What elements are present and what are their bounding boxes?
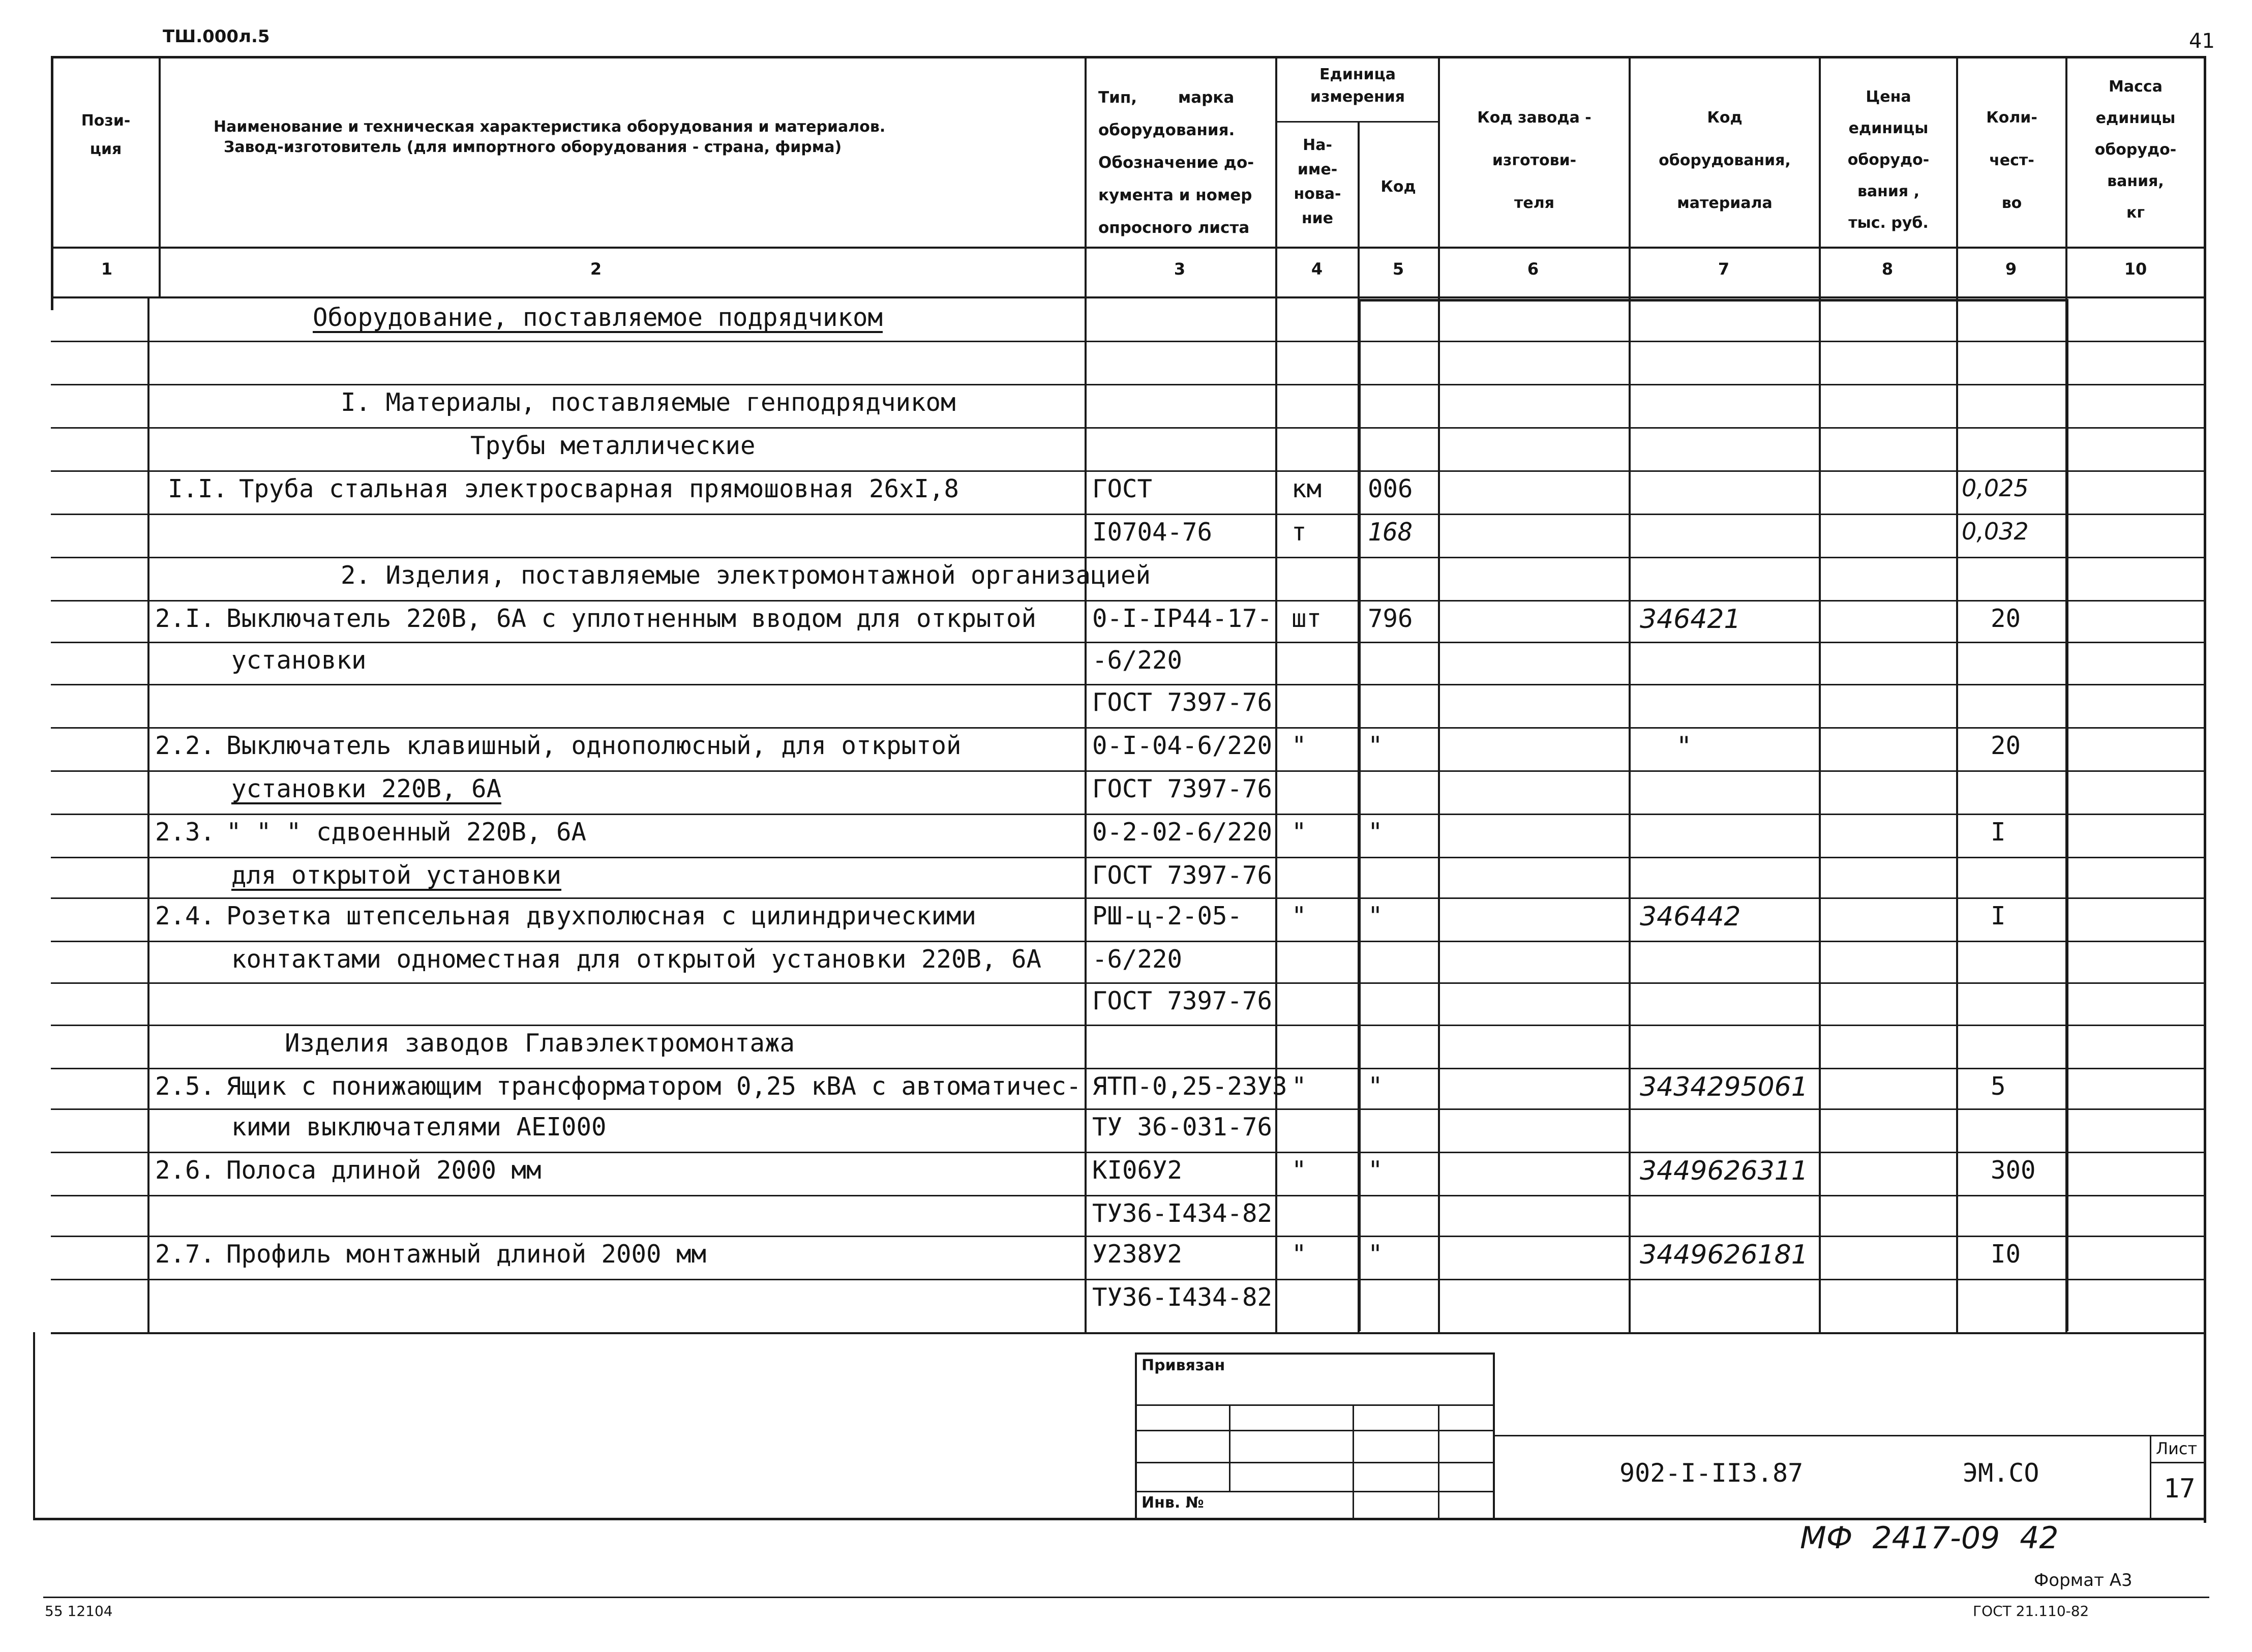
row-position: 2.3.: [155, 818, 216, 847]
row-unit-code: ": [1368, 1240, 1383, 1269]
row-unit: ": [1292, 1156, 1307, 1185]
row-type: ТУ36-I434-82: [1092, 1199, 1273, 1228]
row-type: ГОСТ 7397-76: [1092, 986, 1273, 1015]
row-name: Оборудование, поставляемое подрядчиком: [313, 303, 883, 332]
handwritten-archive-number: МФ 2417-09 42: [1800, 1520, 2059, 1556]
row-position: 2.6.: [155, 1156, 216, 1185]
row-position: 2.4.: [155, 902, 216, 930]
row-quantity: I: [1991, 902, 2006, 930]
column-number: 8: [1881, 259, 1894, 279]
row-unit: ": [1292, 731, 1307, 760]
row-quantity: 20: [1991, 731, 2021, 760]
row-type: КI06У2: [1092, 1156, 1183, 1185]
row-quantity: 300: [1991, 1156, 2036, 1185]
row-name: Ящик с понижающим трансформатором 0,25 кВА с автоматичес-: [226, 1072, 1082, 1101]
document-number: 902-I-II3.87: [1619, 1458, 1804, 1488]
row-type: I0704-76: [1092, 518, 1213, 547]
header-unit-name: На- име- нова- ние: [1294, 136, 1341, 227]
row-unit: км: [1292, 474, 1322, 503]
row-quantity: I: [1991, 818, 2006, 847]
row-equipment-code: 3449626311: [1640, 1156, 1808, 1186]
stamp-privyazan: Привязан: [1142, 1357, 1225, 1374]
document-mark: ЭМ.СО: [1963, 1458, 2039, 1488]
row-name: Трубы металлические: [470, 431, 756, 460]
column-number: 1: [101, 259, 113, 279]
top-left-fragment: ТШ.000л.5: [163, 26, 270, 47]
row-unit-code: ": [1368, 902, 1383, 930]
row-type: -6/220: [1092, 945, 1183, 974]
row-name: для открытой установки: [231, 861, 562, 890]
row-type: РШ-ц-2-05-: [1092, 902, 1243, 930]
header-type: Тип, марка оборудования. Обозначение до- кумента и номер опросного листа: [1098, 88, 1254, 237]
column-number: 5: [1392, 259, 1404, 279]
row-position: I.I.: [168, 474, 228, 503]
row-name: Труба стальная электросварная прямошовная 26xI,8: [239, 474, 959, 503]
row-unit: ": [1292, 902, 1307, 930]
row-unit: ": [1292, 1240, 1307, 1269]
row-type: -6/220: [1092, 646, 1183, 675]
row-name: 2. Изделия, поставляемые электромонтажной организацией: [341, 561, 1151, 590]
row-unit: шт: [1292, 604, 1322, 633]
row-quantity: I0: [1991, 1240, 2021, 1269]
row-unit-code: ": [1368, 731, 1383, 760]
row-equipment-code: 3449626181: [1640, 1240, 1808, 1270]
row-name: I. Материалы, поставляемые генподрядчиком: [341, 388, 956, 417]
row-type: 0-2-02-6/220: [1092, 818, 1273, 847]
row-quantity: 0,025: [1962, 474, 2029, 502]
row-name: установки: [231, 646, 367, 675]
row-type: ЯТП-0,25-23У3: [1092, 1072, 1287, 1101]
header-quantity: Коли- чест- во: [1986, 109, 2037, 212]
header-name: Наименование и техническая характеристика оборудования и материалов. Завод-изготовитель (для импортного оборудования - страна, фирма): [214, 118, 886, 156]
row-type: 0-I-04-6/220: [1092, 731, 1273, 760]
row-quantity: 0,032: [1962, 518, 2029, 545]
header-mass: Масса единицы оборудо- вания, кг: [2094, 78, 2177, 222]
header-unit-group: Единица измерения: [1310, 66, 1405, 106]
row-type: ТУ36-I434-82: [1092, 1283, 1273, 1312]
row-unit-code: ": [1368, 1072, 1383, 1101]
header-unit-code: Код: [1380, 178, 1416, 196]
row-name: Полоса длиной 2000 мм: [226, 1156, 542, 1185]
row-unit: ": [1292, 818, 1307, 847]
row-type: ГОСТ 7397-76: [1092, 774, 1273, 803]
column-number: 2: [590, 259, 602, 279]
row-name: установки 220В, 6А: [231, 774, 502, 803]
column-number: 7: [1718, 259, 1730, 279]
row-name: " " " сдвоенный 220В, 6А: [226, 818, 587, 847]
format-label: Формат А3: [2034, 1570, 2133, 1590]
row-equipment-code: 346421: [1640, 604, 1741, 635]
sheet-label: Лист: [2156, 1439, 2198, 1458]
row-name: кими выключателями АЕI000: [231, 1113, 607, 1142]
row-position: 2.2.: [155, 731, 216, 760]
row-type: У238У2: [1092, 1240, 1183, 1269]
row-type: ГОСТ: [1092, 474, 1153, 503]
row-unit-code: 168: [1368, 518, 1413, 547]
row-quantity: 20: [1991, 604, 2021, 633]
row-type: ГОСТ 7397-76: [1092, 688, 1273, 717]
column-number: 3: [1174, 259, 1186, 279]
row-position: 2.5.: [155, 1072, 216, 1101]
row-name: контактами одноместная для открытой установки 220В, 6А: [231, 945, 1042, 974]
row-unit-code: ": [1368, 818, 1383, 847]
header-position: Пози- ция: [81, 112, 131, 158]
row-unit: ": [1292, 1072, 1307, 1101]
header-factory-code: Код завода - изготови- теля: [1477, 109, 1592, 212]
row-name: Выключатель клавишный, однополюсный, для открытой: [226, 731, 962, 760]
column-number: 9: [2005, 259, 2017, 279]
row-position: 2.I.: [155, 604, 216, 633]
row-unit: т: [1292, 518, 1307, 547]
gost-reference: ГОСТ 21.110-82: [1973, 1603, 2089, 1619]
header-equipment-code: Код оборудования, материала: [1659, 109, 1791, 212]
row-name: Выключатель 220В, 6А с уплотненным вводом для открытой: [226, 604, 1037, 633]
row-equipment-code: ": [1678, 731, 1690, 762]
top-right-fragment: 41: [2189, 29, 2215, 53]
column-number: 10: [2124, 259, 2147, 279]
header-price: Цена единицы оборудо- вания , тыс. руб.: [1847, 88, 1930, 232]
bottom-left-code: 55 12104: [45, 1603, 113, 1619]
row-unit-code: ": [1368, 1156, 1383, 1185]
row-type: ГОСТ 7397-76: [1092, 861, 1273, 890]
row-equipment-code: 3434295061: [1640, 1072, 1808, 1102]
row-equipment-code: 346442: [1640, 902, 1741, 932]
stamp-inv: Инв. №: [1142, 1494, 1204, 1512]
row-unit-code: 006: [1368, 474, 1413, 503]
row-type: ТУ 36-031-76: [1092, 1113, 1273, 1142]
row-type: 0-I-IP44-17-: [1092, 604, 1273, 633]
row-position: 2.7.: [155, 1240, 216, 1269]
column-number: 6: [1527, 259, 1539, 279]
row-name: Изделия заводов Главэлектромонтажа: [285, 1029, 795, 1058]
sheet-number: 17: [2164, 1474, 2196, 1504]
row-name: Профиль монтажный длиной 2000 мм: [226, 1240, 707, 1269]
row-quantity: 5: [1991, 1072, 2006, 1101]
row-name: Розетка штепсельная двухполюсная с цилиндрическими: [226, 902, 977, 930]
column-number: 4: [1311, 259, 1323, 279]
row-unit-code: 796: [1368, 604, 1413, 633]
